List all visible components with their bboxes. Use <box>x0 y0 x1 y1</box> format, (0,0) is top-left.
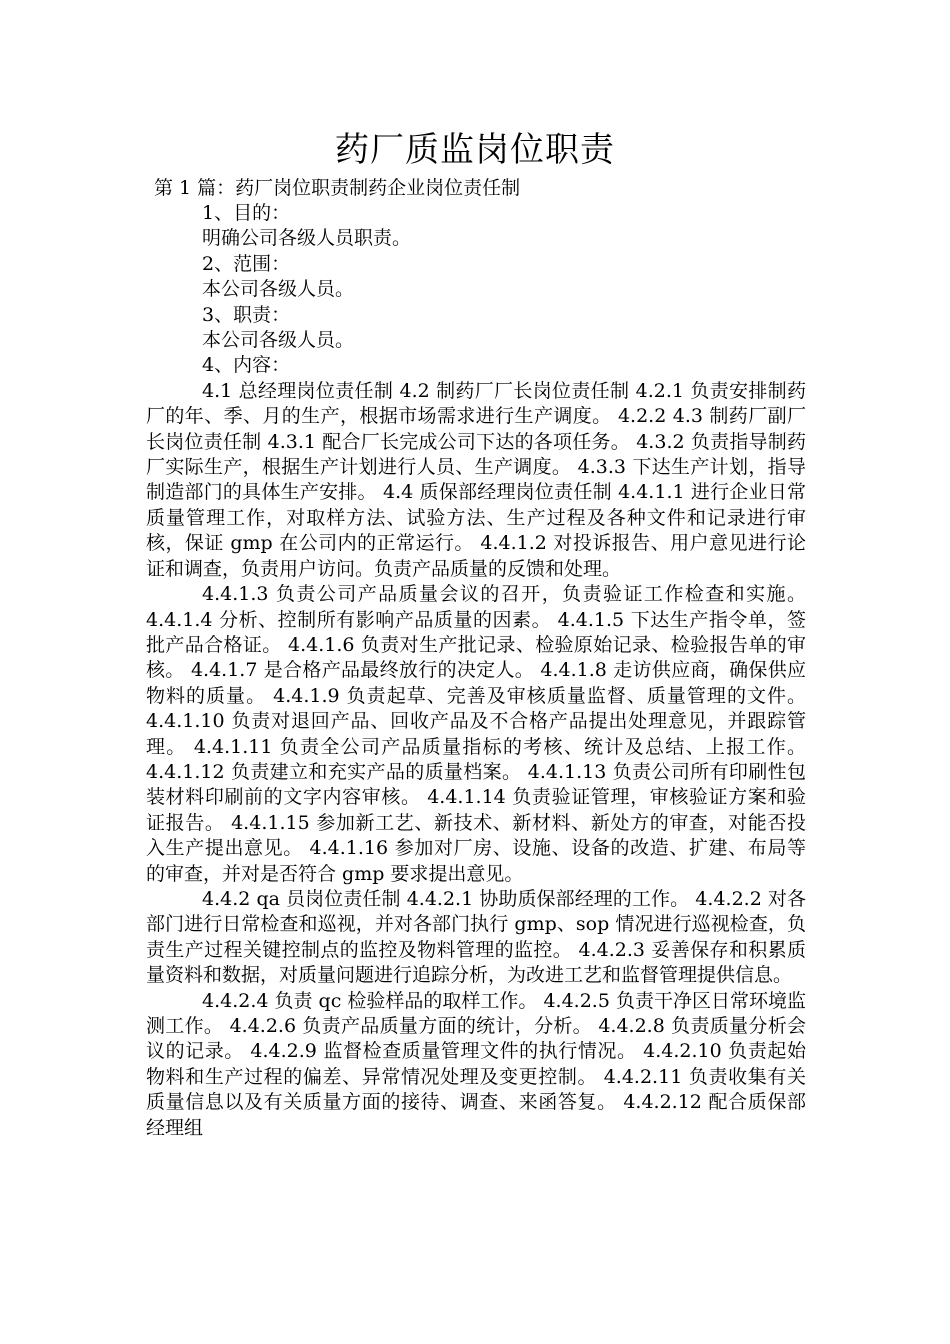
document-body <box>146 201 806 1141</box>
paragraph-scope: 本公司各级人员。 <box>202 278 355 301</box>
paragraph-content-3: 4.4.2 qa 员岗位责任制 4.4.2.1 协助质保部经理的工作。 4.4.2.2 对各部门进行日常检查和巡视，并对各部门执行 gmp、sop 情况进行巡视检查，负责生产过程关键控制点的监控及物料管理的监控。 4.4.2.3 妥善保存和积累质量资料和数据，对质量问题进行追踪分析，为改进工艺和监督管理提供信息。 <box>146 887 806 987</box>
section-heading-scope: 2、范围： <box>202 252 291 275</box>
section-heading-duties: 3、职责： <box>202 303 291 326</box>
section-heading-content: 4、内容： <box>202 354 291 377</box>
paragraph-content-2: 4.4.1.3 负责公司产品质量会议的召开，负责验证工作检查和实施。 4.4.1.4 分析、控制所有影响产品质量的因素。 4.4.1.5 下达生产指令单，签批产品合格证。 4.4.1.6 负责对生产批记录、检验原始记录、检验报告单的审核。 4.4.1.7 是合格产品最终放行的决定人。 4.4.1.8 走访供应商，确保供应物料的质量。 4.4.1.9 负责起草、完善及审核质量监督、质量管理的文件。 4.4.1.10 负责对退回产品、回收产品及不合格产品提出处理意见，并跟踪管理。 4.4.1.11 负责全公司产品质量指标的考核、统计及总结、上报工作。 4.4.1.12 负责建立和充实产品的质量档案。 4.4.1.13 负责公司所有印刷性包装材料印刷前的文字内容审核。 4.4.1.14 负责验证管理，审核验证方案和验证报告。 4.4.1.15 参加新工艺、新技术、新材料、新处方的审查，对能否投入生产提出意见。 4.4.1.16 参加对厂房、设施、设备的改造、扩建、布局等的审查，并对是否符合 gmp 要求提出意见。 <box>146 583 806 885</box>
document-title: 药厂质监岗位职责 <box>335 130 615 170</box>
document-subtitle: 第 1 篇：药厂岗位职责制药企业岗位责任制 <box>154 177 521 199</box>
paragraph-content-1: 4.1 总经理岗位责任制 4.2 制药厂厂长岗位责任制 4.2.1 负责安排制药厂的年、季、月的生产，根据市场需求进行生产调度。 4.2.2 4.3 制药厂副厂长岗位责任制 4.3.1 配合厂长完成公司下达的各项任务。 4.3.2 负责指导制药厂实际生产，根据生产计划进行人员、生产调度。 4.3.3 下达生产计划，指导制造部门的具体生产安排。 4.4 质保部经理岗位责任制 4.4.1.1 进行企业日常质量管理工作，对取样方法、试验方法、生产过程及各种文件和记录进行审核，保证 gmp 在公司内的正常运行。 4.4.1.2 对投诉报告、用户意见进行论证和调查，负责用户访问。负责产品质量的反馈和处理。 <box>146 379 806 580</box>
section-heading-purpose: 1、目的： <box>202 202 291 224</box>
paragraph-content-4: 4.4.2.4 负责 qc 检验样品的取样工作。 4.4.2.5 负责干净区日常环境监测工作。 4.4.2.6 负责产品质量方面的统计，分析。 4.4.2.8 负责质量分析会议的记录。 4.4.2.9 监督检查质量管理文件的执行情况。 4.4.2.10 负责起始物料和生产过程的偏差、异常情况处理及变更控制。 4.4.2.11 负责收集有关质量信息以及有关质量方面的接待、调查、来函答复。 4.4.2.12 配合质保部经理组 <box>146 989 806 1139</box>
paragraph-purpose: 明确公司各级人员职责。 <box>202 227 412 250</box>
paragraph-duties: 本公司各级人员。 <box>202 329 355 352</box>
